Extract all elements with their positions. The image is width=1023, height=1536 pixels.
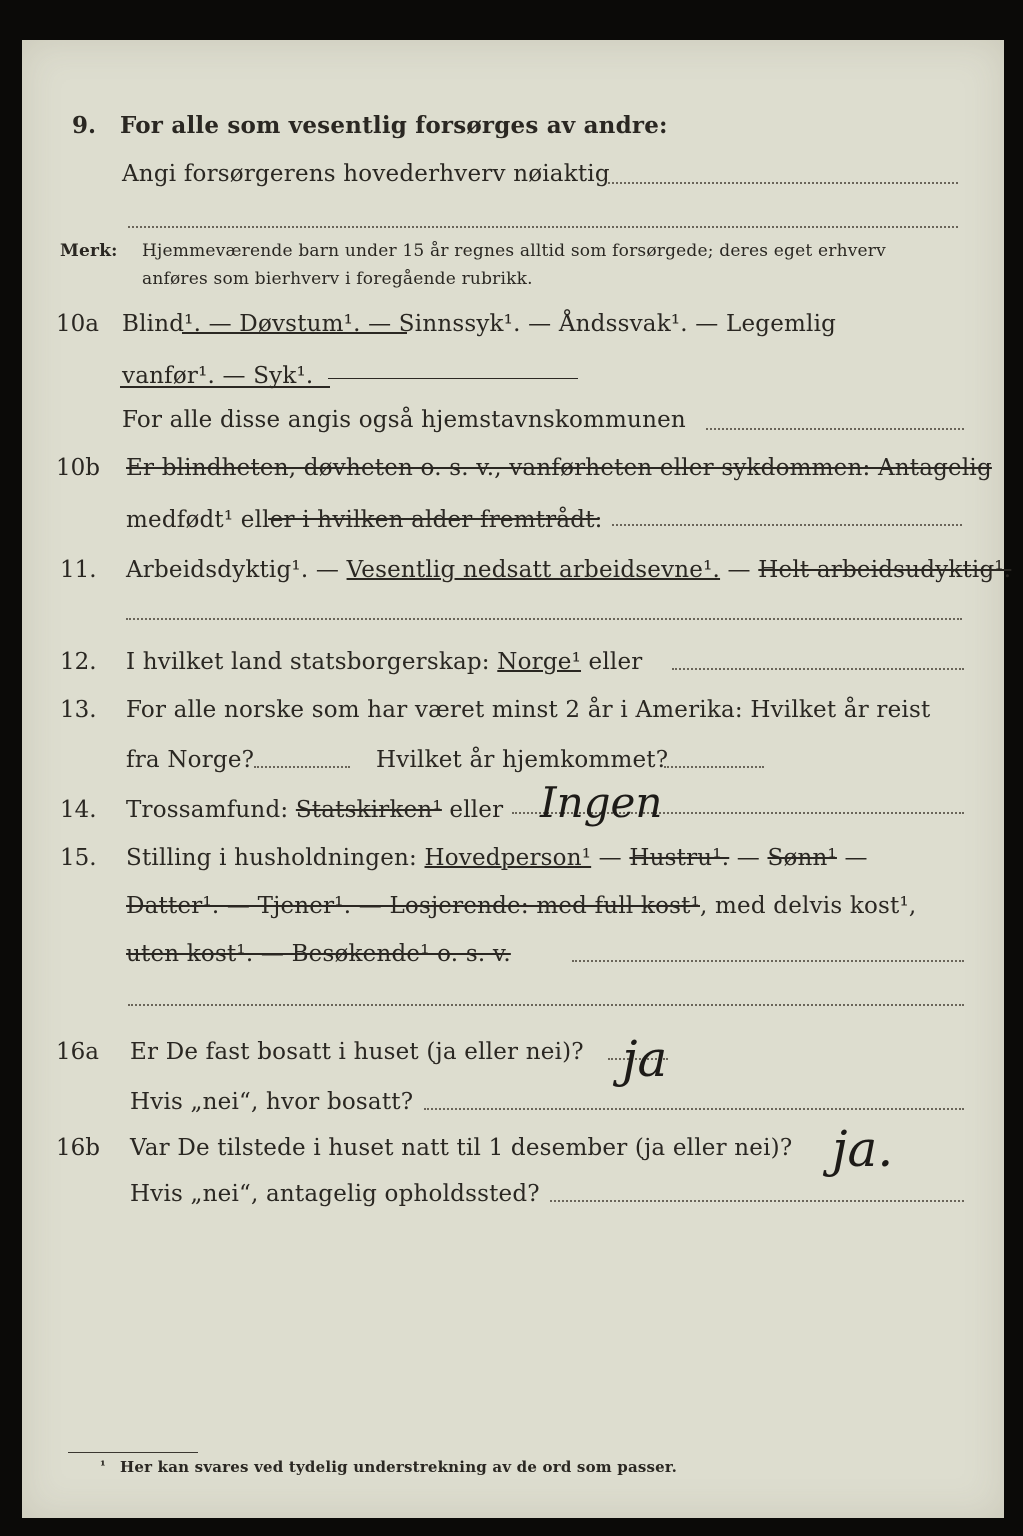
q10a-line3: For alle disse angis også hjemstavnskommunen [122,407,686,433]
q11-option-nedsatt: Vesentlig nedsatt arbeidsevne¹. [346,557,721,583]
q10a-strike-mark [182,332,407,334]
q11-option-arbeidsdyktig: Arbeidsdyktig¹. — [126,557,347,583]
q15-answer-line[interactable] [572,960,964,962]
q13-hjemkommet-line[interactable] [664,766,764,768]
q16a-line1: Er De fast bosatt i huset (ja eller nei)? [130,1039,584,1065]
q14-label: Trossamfund: [126,797,296,823]
q13-reist-line[interactable] [254,766,350,768]
q9-number: 9. [72,112,97,139]
q16b-line1: Var De tilstede i huset natt til 1 desember (ja eller nei)? [130,1135,793,1161]
q10b-number: 10b [56,455,100,481]
q16a-number: 16a [56,1039,99,1065]
q15-number: 15. [60,845,97,871]
q14-option-statskirken: Statskirken¹ [295,797,442,823]
q15-dash1: — [591,845,630,871]
q15-answer-line-2[interactable] [128,1004,964,1006]
q15-line1 [126,844,868,872]
q9-text: Angi forsørgerens hovederhverv nøiaktig [122,161,610,187]
q15-option-sonn: Sønn¹ [767,845,837,871]
q15-option-delvis-kost: , med delvis kost¹, [700,893,917,919]
q10a-underline [120,386,330,388]
q16a-bosatt-line[interactable] [424,1108,964,1110]
q15-label: Stilling i husholdningen: [126,845,425,871]
q10a-line1: Blind¹. — Døvstum¹. — Sinnssyk¹. — Åndssvak¹. — Legemlig [122,311,837,337]
merk-line2: anføres som bierhverv i foregående rubrikk. [142,269,533,289]
q10a-hjemstavn-line[interactable] [706,428,964,430]
q11-answer-line[interactable] [126,618,962,620]
census-form-page [22,40,1012,1518]
q14-handwritten-answer: Ingen [540,778,663,827]
q10b-line1: Er blindheten, døvheten o. s. v., vanførheten eller sykdommen: Antagelig [126,455,992,481]
q14-eller: eller [441,797,504,823]
q10b-answer-line[interactable] [612,524,962,526]
q13-hjemkommet-label: Hvilket år hjemkommet? [376,747,669,773]
q11-number: 11. [60,557,97,583]
q16b-opholdssted-line[interactable] [550,1200,964,1202]
q15-line3: uten kost¹. — Besøkende¹ o. s. v. [126,941,511,967]
q12-eller: eller [581,649,643,675]
q12-option-norge: Norge¹ [497,649,582,675]
q12-number: 12. [60,649,97,675]
q13-number: 13. [60,697,97,723]
q15-options-struck: Datter¹. — Tjener¹. — Losjerende: med full kost¹ [126,893,700,919]
q15-dash3: — [836,845,868,871]
q14-number: 14. [60,797,97,823]
footnote-text: Her kan svares ved tydelig understrekning av de ord som passer. [120,1458,678,1476]
q11-option-udyktig: Helt arbeidsudyktig¹. [758,557,1012,583]
q9-answer-line-2[interactable] [128,226,958,228]
q12-text [126,648,642,676]
q9-title: For alle som vesentlig forsørges av andre: [120,112,668,139]
q15-dash2: — [729,845,768,871]
footnote-rule [68,1452,198,1453]
q10a-line2: vanfør¹. — Syk¹. [122,363,314,389]
q11-dash: — [720,557,759,583]
q12-label: I hvilket land statsborgerskap: [126,649,498,675]
q13-reist-label: fra Norge? [126,747,255,773]
q16b-line2: Hvis „nei“, antagelig opholdssted? [130,1181,540,1207]
q9-answer-line[interactable] [608,182,958,184]
q15-option-hovedperson: Hovedperson¹ [424,845,592,871]
q13-line1: For alle norske som har været minst 2 år i Amerika: Hvilket år reist [126,697,931,723]
q15-option-hustru: Hustru¹. [629,845,730,871]
footnote-mark: ¹ [100,1459,106,1474]
merk-line1: Hjemmeværende barn under 15 år regnes alltid som forsørgede; deres eget erhverv [142,241,886,261]
q11-text [126,556,1011,584]
q16a-line2: Hvis „nei“, hvor bosatt? [130,1089,414,1115]
q10b-line2: medfødt¹ eller i hvilken alder fremtrådt: [126,507,603,533]
q16b-number: 16b [56,1135,100,1161]
q10b-strike-mark [268,518,598,520]
q10a-answer-line[interactable] [328,378,578,379]
q14-text [126,796,503,824]
merk-label: Merk: [60,241,118,261]
q12-answer-line[interactable] [672,668,964,670]
q16b-handwritten-answer: ja. [832,1120,894,1178]
q15-line2 [126,892,916,920]
q16a-handwritten-answer: ja [622,1030,668,1088]
q10a-number: 10a [56,311,99,337]
